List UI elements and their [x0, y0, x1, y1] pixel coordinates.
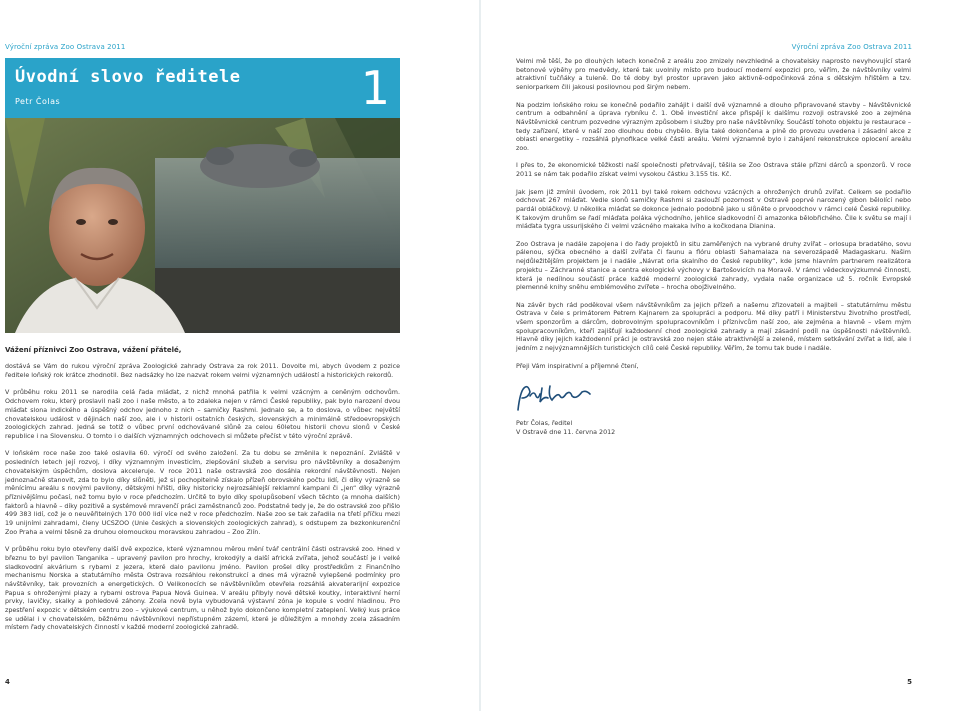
left-page	[0, 0, 479, 711]
paragraph: dostává se Vám do rukou výroční zpráva Zoologické zahrady Ostrava za rok 2011. Dovolte mi, abych úvodem z pozice ředitele loňský rok krátce zhodnotil. Bez nadsázky ho lze nazvat rokem velmi významných událostí a historických rekordů.	[5, 363, 400, 380]
paragraph: Na podzim loňského roku se konečně podařilo zahájit i další dvě významné a dlouho připravované stavby – Návštěvnické centrum a odbahnění a úprava rybníku č. 1. Obě investiční akce přispějí k dalšímu rozvoji ostravské zoo a zejména Návštěvnické centrum pozvedne výrazným způsobem i služby pro naše návštěvníky. Součástí tohoto objektu je restaurace – tedy zařízení, které v naší zoo dlouhou dobu chybělo. Byla také dokončena a plně do provozu uvedena i zásadní akce z oblasti energetiky – rozsáhlá plynofikace velké části areálu. Velmi významné bylo i zahájení rekonstrukce oplocení areálu zoo.	[516, 101, 911, 153]
paragraph: Velmi mě těší, že po dlouhých letech konečně z areálu zoo zmizely nevzhledné a chovatelsky naprosto nevyhovující staré betonové výběhy pro medvědy, které tak uvolnily místo pro budoucí moderní expozici pro, věřím, že návštěvníky velmi atraktivní tučňáky a tuleně. Do té doby byl prostor upraven jako aktivně-odpočinková zóna s dětským hřištěm a tzv. seniorparkem čili jakousi posilovnou pod širým nebem.	[516, 58, 911, 92]
paragraph: Na závěr bych rád poděkoval všem návštěvníkům za jejich přízeň a našemu zřizovateli a majiteli – statutárnímu městu Ostrava v čele s primátorem Petrem Kajnarem za spolupráci a podporu. Mé díky patří i Ministerstvu životního prostředí, všem sponzorům a dárcům, dobrovolným spolupracovníkům i příznivcům naší zoo, ale zejména a hlavně – všem mým spolupracovníkům, kteří zajišťují každodenní chod zoologické zahrady a mají zásadní podíl na úspěšnosti návštěvníků. Hlavně díky jejich každodenní práci je ostravská zoo nejen stále atraktivnější a zeleně, místem setkávání zvířat a lidí, ale i jedním z nejvýznamnějších turistických cílů celé České republiky. Věřím, že tomu tak bude i nadále.	[516, 301, 911, 353]
paragraph: I přes to, že ekonomické těžkosti naší společnosti přetrvávají, těšila se Zoo Ostrava stále přízni dárců a sponzorů. V roce 2011 se nám tak podařilo získat velmi vysokou částku 3.155 tis. Kč.	[516, 162, 911, 179]
chapter-title-box	[5, 58, 400, 118]
running-head-left: Výroční zpráva Zoo Ostrava 2011	[5, 43, 126, 51]
paragraph: V průběhu roku 2011 se narodila celá řada mláďat, z nichž mnohá patřila k velmi vzácným a ceněným odchovům. Odchovem roku, který proslavil naši zoo i naše město, a to zdaleka nejen v rámci České republiky, pak bylo narození dvou mláďat slona indického a úspěšný odchov jednoho z nich – samičky Rashmi. Jednalo se, a to doslova, o vůbec největší chovatelskou událost v dějinách naší zoo, ale i v historii ostatních českých, slovenských a minimálně středoevropských zoologických zahrad. Jedná se totiž o vůbec první odchovávané slůně za celou 60letou historii chovu slonů v České republice i na Slovensku. O tomto i o dalších významných odchovech si můžete přečíst v této výroční zprávě.	[5, 389, 400, 440]
chapter-number: 1	[360, 61, 390, 115]
paragraph: V loňském roce naše zoo také oslavila 60. výročí od svého založení. Za tu dobu se změnila k nepoznání. Zvláště v posledních letech její rozvoj, i díky významným investicím, zlepšování služeb a servisu pro návštěvníky a dosaženým chovatelským úspěchům, doslova akceleruje. V roce 2011 naše ostravská zoo dosáhla rekordní návštěvnosti. Nejen jednoznačně stanovit, zda to bylo díky slůněti, jež si pochopitelně získalo přízeň obrovského počtu lidí, či díky výrazně se měnícímu areálu s novými pavilony, dětskými hřišti, díky historicky nejrozsáhlejší reklamní kampani či „jen“ díky výrazně příznivějšímu počasí, než tomu bylo v roce předchozím. Určitě to bylo díky spolupůsobení všech těchto (a mnoha dalších) faktorů a hlavně – díky pozitivě a systémové mravenčí práci zaměstnanců zoo. Podstatné tedy je, že do ostravské zoo přišlo 499 383 lidí, což je o neuvěřitelných 170 000 lidí více než v roce předchozím. Naše zoo se tak zařadila na třetí příčku mezi 19 unijními zahradami, členy UCSZOO (Unie českých a slovenských zoologických zahrad), s odstupem za bezkonkurenční Zoo Praha a velmi těsně za druhou olomouckou moravskou zahradou – Zoo Zlín.	[5, 450, 400, 536]
page-number-right: 5	[907, 678, 912, 686]
right-text-column	[516, 58, 911, 380]
signature-date: V Ostravě dne 11. června 2012	[516, 428, 616, 436]
chapter-title: Úvodní slovo ředitele	[15, 67, 241, 87]
chapter-author: Petr Čolas	[15, 97, 61, 106]
closing-line: Přeji Vám inspirativní a příjemné čtení,	[516, 362, 639, 370]
greeting: Vážení příznivci Zoo Ostrava, vážení přátelé,	[5, 346, 182, 354]
portrait-photo-illustration	[5, 118, 400, 333]
signatory-name: Petr Čolas, ředitel	[516, 420, 573, 427]
paragraph: V průběhu roku bylo otevřeny další dvě expozice, které významnou měrou mění tvář centrální části ostravské zoo. Hned v březnu to byl pavilon Tanganika – upravený pavilon pro hrochy, krokodýly a další africká zvířata, jehož součástí je i velké sladkovodní akvárium s rybami z jezera, které dalo pavilonu jméno. Pavilon prošel díky prostředkům z Finančního mechanismu Norska a statutárního města Ostrava rozsáhlou rekonstrukcí a dnes má výrazně vylepšené podmínky pro návštěvníky, tak provozních a energetických. O Velikonocích se návštěvníkům otevřela rozsáhlá akvaterarijní expozice Papua s ohroženými plazy a rybami ostrova Papua Nová Guinea. V areálu přibyly nové dětské koutky, interaktivní herní prvky, lavičky, skalky a pohledové záhony. Zcela nově byla vybudovaná výstavní zóna je kopule s vodní hladinou. Pro zpestření expozic v dětském centru zoo – výukové centrum, u něhož bylo dokončeno kompletní zateplení. Velký kus práce se udělal i v chovatelském, běžnému návštěvníkovi nepřístupném zázemí, které je důležitým a mnohdy zcela zásadním místem řady chovatelských činností v každé moderní zoologické zahradě.	[5, 546, 400, 632]
portrait-photo	[5, 118, 400, 333]
paragraph: Jak jsem již zmínil úvodem, rok 2011 byl také rokem odchovu vzácných a ohrožených druhů zvířat. Celkem se podařilo odchovat 267 mláďat. Vedle slonů samičky Rashmi si zaslouží pozornost v Ostravě poprvé narozený gibon bělolící nebo pardál obláčkový. U několika mláďat se dokonce jednalo podobně jako u slůněte o prvoodchov v rámci celé České republiky. K takovým druhům se řadí mláďata poláka východního, jehlice sladkovodní či amazonka bělobřichého. Čile k světu se mají i mláďata tygra ussurijského či velmi vzácného makaka lvího a kočkodana Dianina.	[516, 188, 911, 231]
signature-block	[516, 420, 615, 437]
page-number-left: 4	[5, 678, 10, 686]
handwritten-signature	[514, 382, 594, 414]
paragraph: Zoo Ostrava je nadále zapojena i do řady projektů in situ zaměřených na vybrané druhy zvířat – orlosupa bradatého, sovu pálenou, sýčka obecného a další zvířata či faunu a flóru oblasti Sahamalaza na severozápadě Madagaskaru. Našim nejdůležitějším projektem je i nadále „Návrat orla skalního do České republiky“, kde jsme hlavním partnerem realizátora projektu – Záchranné stanice a centra ekologické výchovy v Bartošovicích na Moravě. V rámci vědeckovýzkumné činnosti, která je nedílnou součástí práce každé moderní zoologické zahrady, vydala naše organizace už 5. ročník Evropské plemenné knihy sněhu emblémového zvířete – hrocha obojživelného.	[516, 240, 911, 292]
left-text-column	[5, 346, 400, 642]
running-head-right: Výroční zpráva Zoo Ostrava 2011	[791, 43, 912, 51]
